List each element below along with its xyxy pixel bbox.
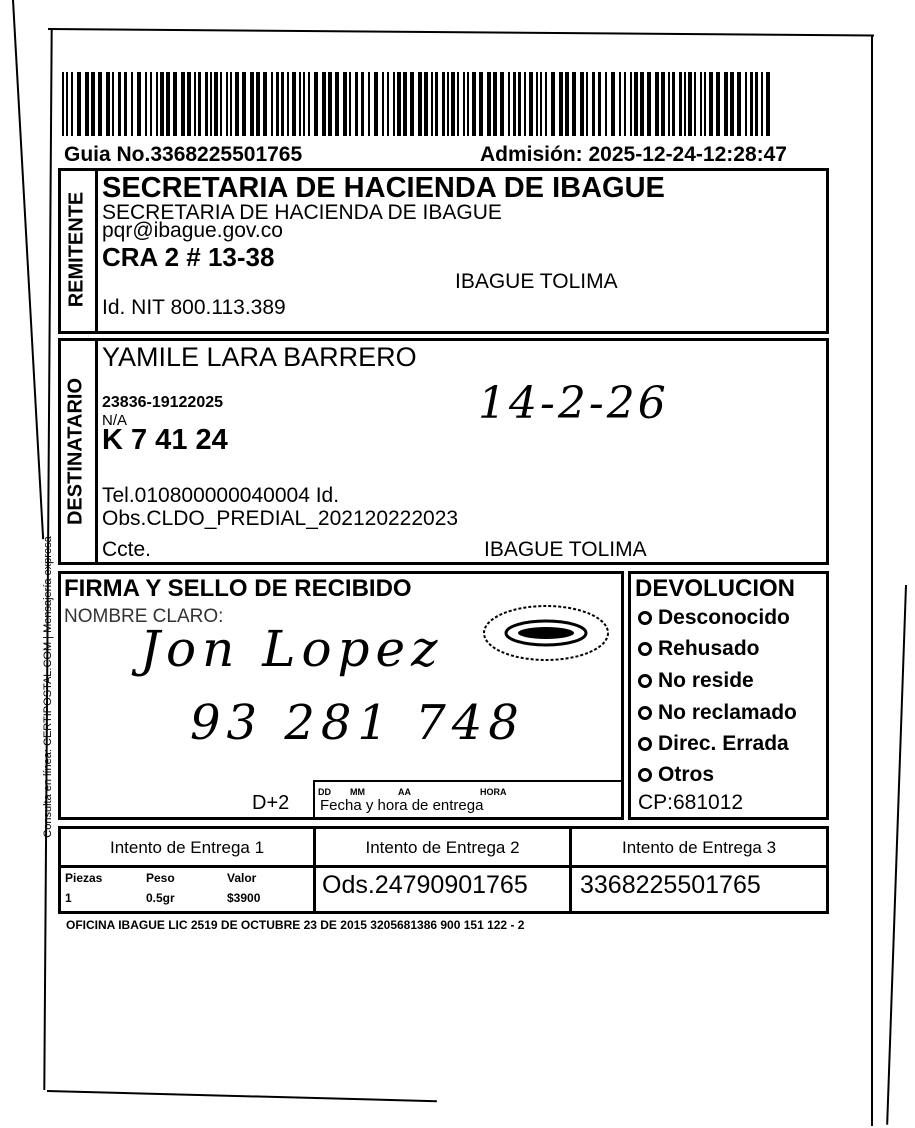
sender-city: IBAGUE TOLIMA	[455, 270, 618, 293]
radio-icon	[638, 611, 652, 625]
recipient-obs: Obs.CLDO_PREDIAL_202120222023	[102, 507, 459, 530]
barcode-bar	[181, 72, 185, 136]
option-label: Rehusado	[658, 637, 760, 660]
barcode-bar	[709, 72, 713, 136]
barcode-bar	[598, 72, 601, 136]
recipient-name: YAMILE LARA BARRERO	[102, 342, 417, 372]
barcode-bar	[524, 72, 526, 136]
barcode-bar	[463, 72, 465, 136]
barcode-bar	[457, 72, 459, 136]
recipient-address: K 7 41 24	[102, 424, 228, 456]
tracking-number: 3368225501765	[580, 871, 761, 899]
date-col-hora: HORA	[480, 787, 507, 797]
option-label: No reclamado	[658, 701, 797, 724]
service-code: D+2	[252, 792, 290, 814]
option-no-reclamado[interactable]	[638, 701, 797, 725]
barcode-bar	[150, 72, 152, 136]
barcode-bar	[766, 72, 770, 136]
barcode-bar	[66, 72, 68, 136]
postal-code: CP:681012	[638, 791, 744, 814]
barcode-bar	[634, 72, 638, 136]
date-col-mm: MM	[350, 787, 365, 797]
barcode-bar	[250, 72, 254, 136]
barcode-bar	[382, 72, 384, 136]
barcode-bar	[536, 72, 538, 136]
recipient-label: DESTINATARIO	[64, 377, 87, 526]
recipient-ref: 23836-19122025	[102, 394, 224, 411]
barcode-bar	[91, 72, 95, 136]
barcode-bar	[545, 72, 547, 136]
option-direc-errada[interactable]	[638, 732, 789, 756]
recipient-ccte: Ccte.	[102, 538, 152, 561]
barcode-bar	[242, 72, 246, 136]
weight-value: 0.5gr	[146, 891, 175, 905]
handwritten-name: Jon Lopez	[140, 620, 444, 678]
barcode-bar	[508, 72, 510, 136]
barcode-bar	[314, 72, 318, 136]
footer-office-text: OFICINA IBAGUE LIC 2519 DE OCTUBRE 23 DE 2015 3205681386 900 151 122 - 2	[66, 918, 525, 932]
barcode-bar	[205, 72, 208, 136]
barcode-bar	[166, 72, 170, 136]
barcode-bar	[672, 72, 675, 136]
barcode-bar	[71, 72, 73, 136]
barcode-bar	[292, 72, 296, 136]
scan-edge-right	[886, 585, 907, 1125]
barcode-bar	[694, 72, 696, 136]
barcode-bar	[647, 72, 651, 136]
barcode-bar	[684, 72, 686, 136]
handwritten-id-number: 93 281 748	[190, 695, 525, 751]
barcode-bar	[700, 72, 702, 136]
barcode-bar	[745, 72, 747, 136]
barcode-bar	[572, 72, 576, 136]
barcode-bar	[287, 72, 289, 136]
admission-date: Admisión: 2025-12-24-12:28:47	[480, 143, 787, 166]
option-otros[interactable]	[638, 763, 714, 787]
barcode-bar	[62, 72, 64, 136]
option-label: Otros	[658, 763, 715, 786]
barcode-bar	[220, 72, 222, 136]
sender-name-bold: SECRETARIA DE HACIENDA DE IBAGUE	[102, 172, 665, 204]
barcode-bar	[194, 72, 196, 136]
barcode-bar	[187, 72, 191, 136]
barcode-bar	[328, 72, 332, 136]
barcode-bar	[77, 72, 81, 136]
barcode-bar	[704, 72, 706, 136]
barcode-bar	[335, 72, 339, 136]
barcode-bar	[472, 72, 476, 136]
barcode-bar	[688, 72, 692, 136]
sender-divider	[95, 168, 98, 334]
radio-icon	[638, 706, 652, 720]
barcode-bar	[730, 72, 734, 136]
barcode-bar	[235, 72, 239, 136]
barcode-bar	[160, 72, 164, 136]
page-edge-top	[48, 28, 874, 36]
barcode-bar	[655, 72, 659, 136]
barcode-bar	[611, 72, 615, 136]
barcode-bar	[397, 72, 401, 136]
option-rehusado[interactable]	[638, 637, 760, 661]
option-label: Direc. Errada	[658, 732, 789, 755]
barcode-bar	[214, 72, 218, 136]
barcode-bar	[374, 72, 378, 136]
barcode-bar	[586, 72, 588, 136]
barcode-bar	[424, 72, 428, 136]
attempts-row-divider	[58, 865, 829, 868]
barcode-bar	[131, 72, 133, 136]
barcode-bar	[308, 72, 310, 136]
barcode-bar	[592, 72, 595, 136]
radio-icon	[638, 674, 652, 688]
scan-edge-left	[12, 0, 44, 539]
declared-value: $3900	[227, 891, 261, 905]
barcode-bar	[355, 72, 358, 136]
attempt-1: Intento de Entrega 1	[109, 838, 265, 857]
barcode-bar	[85, 72, 89, 136]
barcode-bar	[737, 72, 741, 136]
barcode-bar	[393, 72, 395, 136]
barcode-bar	[263, 72, 267, 136]
sender-nit: Id. NIT 800.113.389	[102, 296, 286, 319]
recipient-city: IBAGUE TOLIMA	[484, 538, 647, 561]
barcode-bar	[322, 72, 326, 136]
barcode-bar	[368, 72, 370, 136]
ods-number: Ods.24790901765	[322, 871, 528, 899]
barcode-bar	[624, 72, 626, 136]
barcode-bar	[630, 72, 632, 136]
radio-icon	[638, 768, 652, 782]
barcode-bar	[271, 72, 273, 136]
barcode-bar	[724, 72, 728, 136]
barcode-bar	[156, 72, 158, 136]
barcode-bar	[276, 72, 279, 136]
barcode-bar	[479, 72, 483, 136]
barcode-bar	[387, 72, 389, 136]
barcode-bar	[198, 72, 201, 136]
date-col-aa: AA	[398, 787, 411, 797]
barcode-bar	[112, 72, 114, 136]
sender-name: SECRETARIA DE HACIENDA DE IBAGUE	[102, 201, 502, 224]
barcode-bar	[559, 72, 563, 136]
option-label: No reside	[658, 669, 754, 692]
barcode-bar	[442, 72, 445, 136]
barcode-bar	[435, 72, 438, 136]
barcode-bar	[513, 72, 516, 136]
recipient-tel: Tel.010800000040004 Id.	[102, 484, 340, 507]
barcode-bar	[118, 72, 121, 136]
barcode-bar	[551, 72, 555, 136]
barcode-bar	[540, 72, 542, 136]
barcode-bar	[487, 72, 491, 136]
barcode-bar	[343, 72, 347, 136]
value-header: Valor	[227, 871, 257, 885]
barcode-bar	[226, 72, 228, 136]
barcode-bar	[761, 72, 763, 136]
barcode-bar	[303, 72, 305, 136]
page-edge-right	[871, 36, 873, 1126]
barcode-bar	[493, 72, 497, 136]
sender-label: REMITENTE	[65, 191, 88, 308]
barcode-bar	[137, 72, 141, 136]
barcode-bar	[418, 72, 422, 136]
barcode-bar	[679, 72, 682, 136]
side-website-text: Consulta en línea: CERTIPOSTAL.COM | Mensajería expresa	[42, 536, 54, 838]
barcode-bar	[518, 72, 521, 136]
devolution-title: DEVOLUCION	[635, 575, 796, 602]
barcode-bar	[173, 72, 177, 136]
recipient-na: N/A	[102, 412, 128, 429]
page-edge-bottom	[47, 1090, 437, 1102]
barcode-bar	[750, 72, 753, 136]
radio-icon	[638, 737, 652, 751]
handwritten-date: 14-2-26	[478, 378, 669, 429]
barcode-bar	[668, 72, 670, 136]
attempt-2: Intento de Entrega 2	[365, 838, 520, 857]
option-label: Desconocido	[658, 606, 790, 629]
barcode-bar	[605, 72, 607, 136]
barcode-bar	[124, 72, 127, 136]
barcode-bar	[451, 72, 455, 136]
barcode-bar	[431, 72, 433, 136]
barcode-bar	[755, 72, 758, 136]
barcode-bar	[580, 72, 584, 136]
barcode-bar	[500, 72, 504, 136]
barcode-bar	[299, 72, 301, 136]
sender-email: pqr@ibague.gov.co	[102, 219, 283, 242]
barcode-bar	[281, 72, 284, 136]
barcode-bar	[467, 72, 469, 136]
guide-number: Guia No.3368225501765	[64, 143, 303, 166]
barcode	[62, 72, 770, 136]
barcode-bar	[145, 72, 147, 136]
option-desconocido[interactable]	[638, 606, 790, 630]
barcode-bar	[529, 72, 533, 136]
stamp-seal	[480, 602, 612, 664]
signature-title: FIRMA Y SELLO DE RECIBIDO	[64, 575, 412, 602]
barcode-bar	[349, 72, 351, 136]
barcode-bar	[661, 72, 665, 136]
barcode-bar	[361, 72, 364, 136]
weight-header: Peso	[146, 871, 175, 885]
radio-icon	[638, 642, 652, 656]
pieces-value: 1	[65, 891, 72, 905]
delivery-date-label: Fecha y hora de entrega	[320, 797, 484, 814]
recipient-divider	[95, 338, 98, 565]
option-no-reside[interactable]	[638, 669, 754, 693]
barcode-bar	[716, 72, 720, 136]
date-col-dd: DD	[318, 787, 331, 797]
pieces-header: Piezas	[65, 871, 103, 885]
barcode-bar	[256, 72, 260, 136]
attempt-3: Intento de Entrega 3	[621, 838, 777, 857]
barcode-bar	[210, 72, 212, 136]
barcode-bar	[230, 72, 232, 136]
sender-address: CRA 2 # 13-38	[102, 242, 275, 272]
barcode-bar	[565, 72, 569, 136]
barcode-bar	[619, 72, 621, 136]
barcode-bar	[410, 72, 414, 136]
barcode-bar	[98, 72, 102, 136]
barcode-bar	[640, 72, 644, 136]
name-label: NOMBRE CLARO:	[64, 606, 224, 627]
barcode-bar	[106, 72, 110, 136]
barcode-bar	[403, 72, 407, 136]
barcode-bar	[447, 72, 449, 136]
